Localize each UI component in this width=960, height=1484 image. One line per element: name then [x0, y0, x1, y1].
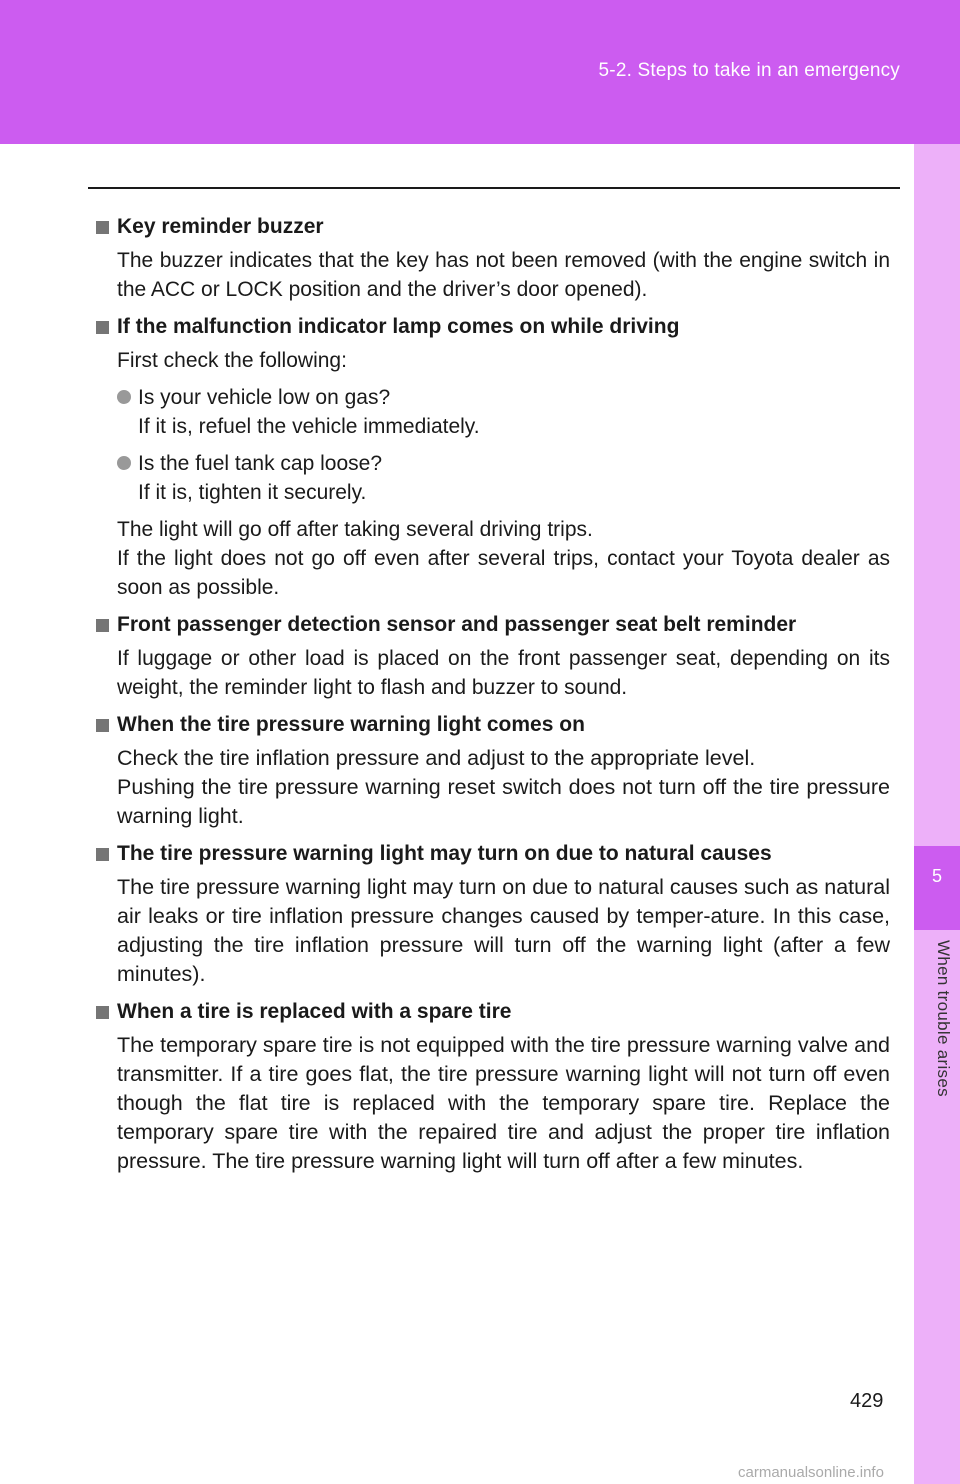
paragraph: If luggage or other load is placed on the front passenger seat, depending on its weight, the reminder light to flash and buzzer to sound.: [117, 647, 890, 699]
list-item: [117, 449, 890, 507]
watermark: carmanualsonline.info: [738, 1464, 884, 1481]
section-heading: When a tire is replaced with a spare tire: [117, 1000, 512, 1023]
page-number: 429: [850, 1390, 884, 1412]
paragraph: First check the following:: [117, 349, 347, 372]
square-bullet-icon: [96, 719, 109, 732]
section-spare-tire: [96, 997, 890, 1176]
square-bullet-icon: [96, 321, 109, 334]
list-item: [117, 383, 890, 441]
square-bullet-icon: [96, 221, 109, 234]
chapter-side-tab: [914, 144, 960, 1484]
circle-bullet-icon: [117, 456, 131, 470]
chapter-number-box: [914, 846, 960, 930]
section-key-reminder: [96, 212, 890, 304]
section-title: 5-2. Steps to take in an emergency: [598, 60, 900, 81]
section-heading: Key reminder buzzer: [117, 215, 324, 238]
paragraph: Check the tire inflation pressure and adjust to the appropriate level.: [117, 746, 756, 770]
top-divider: [88, 187, 900, 189]
section-tire-natural-causes: [96, 839, 890, 989]
paragraph: The tire pressure warning light may turn on due to natural causes such as natural air leaks or tire inflation pressure changes caused by temper-ature. In this case, adjusting the tire inflation pressure will turn off the warning light (after a few minutes).: [117, 875, 890, 986]
section-tire-warning-on: [96, 710, 890, 831]
section-heading: If the malfunction indicator lamp comes on while driving: [117, 315, 680, 338]
chapter-number: 5: [931, 866, 942, 886]
bullet-question: Is your vehicle low on gas?: [138, 386, 391, 409]
section-heading: Front passenger detection sensor and passenger seat belt reminder: [117, 613, 797, 636]
bullet-question: Is the fuel tank cap loose?: [138, 452, 382, 475]
section-passenger-detection: [96, 610, 890, 702]
paragraph: The temporary spare tire is not equipped with the tire pressure warning valve and transmitter. If a tire goes flat, the tire pressure warning light will not turn off even though the flat tire is replaced with the temporary spare tire. Replace the temporary spare tire with the repaired tire and adjust the proper tire inflation pressure. The tire pressure warning light will turn off after a few minutes.: [117, 1033, 890, 1173]
square-bullet-icon: [96, 848, 109, 861]
bullet-answer: If it is, tighten it securely.: [138, 481, 367, 504]
bullet-answer: If it is, refuel the vehicle immediately.: [138, 415, 480, 438]
page-content: [96, 212, 890, 1184]
paragraph: The light will go off after taking several driving trips.: [117, 518, 593, 541]
paragraph: If the light does not go off even after several trips, contact your Toyota dealer as soon as possible.: [117, 547, 890, 599]
paragraph: Pushing the tire pressure warning reset switch does not turn off the tire pressure warning light.: [117, 775, 890, 828]
square-bullet-icon: [96, 619, 109, 632]
paragraph: The buzzer indicates that the key has not been removed (with the engine switch in the ACC or LOCK position and the driver’s door opened).: [117, 249, 890, 301]
section-heading: The tire pressure warning light may turn on due to natural causes: [117, 842, 772, 865]
circle-bullet-icon: [117, 390, 131, 404]
square-bullet-icon: [96, 1006, 109, 1019]
chapter-label: When trouble arises: [934, 940, 953, 1097]
section-heading: When the tire pressure warning light comes on: [117, 713, 585, 736]
section-malfunction-lamp: [96, 312, 890, 602]
